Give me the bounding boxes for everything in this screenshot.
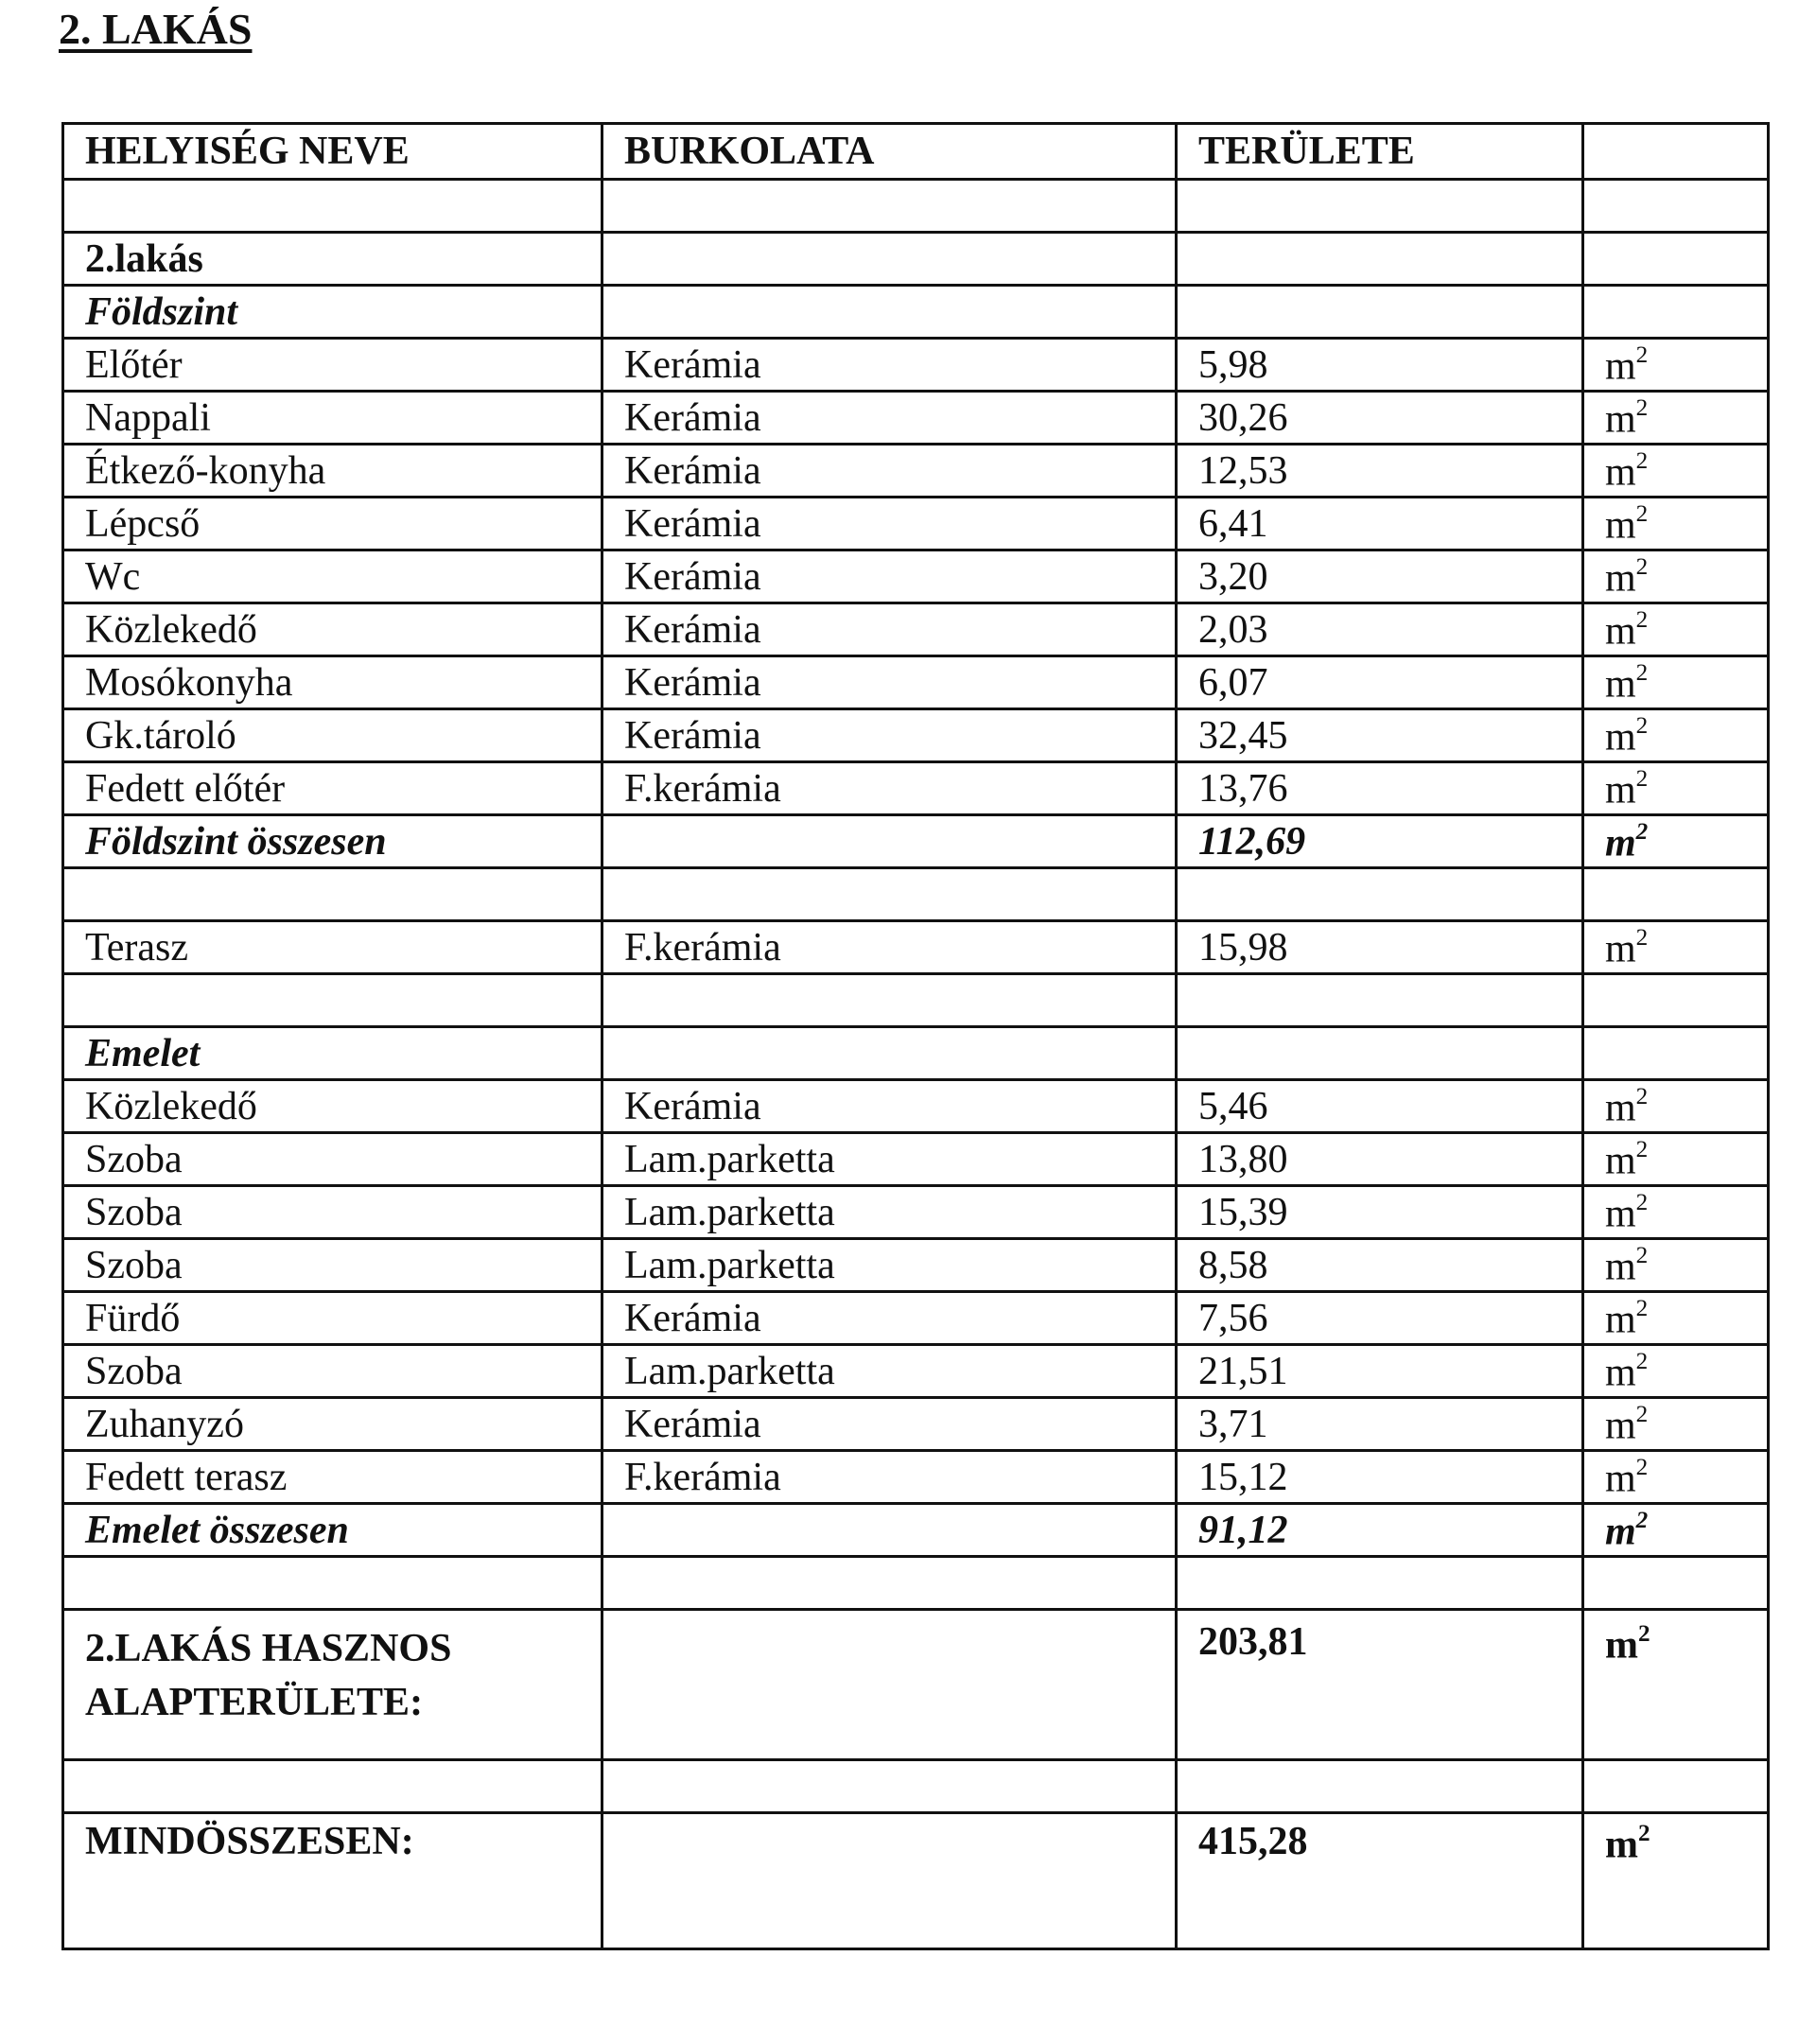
subtotal-row: [63, 1504, 1769, 1557]
table-row: [63, 1080, 1769, 1133]
empty-cell: [602, 1557, 1177, 1610]
table-row: [63, 709, 1769, 762]
empty-cell: [602, 1504, 1177, 1557]
empty-cell: [602, 233, 1177, 286]
flooring: Kerámia: [602, 1080, 1177, 1133]
room-name: Szoba: [63, 1186, 602, 1239]
table-row: [63, 656, 1769, 709]
area-value: 13,80: [1177, 1133, 1583, 1186]
blank-row: [63, 868, 1769, 921]
floor-label: Emelet: [63, 1027, 602, 1080]
room-name: Szoba: [63, 1345, 602, 1398]
useful-area-row: [63, 1610, 1769, 1760]
unit-base: m: [1605, 1192, 1636, 1236]
room-name: Szoba: [63, 1239, 602, 1292]
room-name: Gk.tároló: [63, 709, 602, 762]
empty-cell: [1583, 1027, 1769, 1080]
unit-cell: [1583, 1292, 1769, 1345]
empty-cell: [602, 1760, 1177, 1813]
empty-cell: [602, 974, 1177, 1027]
blank-row: [63, 974, 1769, 1027]
empty-cell: [1583, 233, 1769, 286]
empty-cell: [63, 1557, 602, 1610]
subtotal-value: 112,69: [1177, 815, 1583, 868]
flooring: Kerámia: [602, 656, 1177, 709]
empty-cell: [1177, 868, 1583, 921]
unit-exponent: 2: [1635, 1136, 1649, 1162]
unit-base: m: [1605, 1139, 1636, 1183]
header-flooring: BURKOLATA: [602, 124, 1177, 180]
room-name: Zuhanyzó: [63, 1398, 602, 1451]
room-name: Terasz: [63, 921, 602, 974]
blank-row: [63, 1760, 1769, 1813]
header-area: TERÜLETE: [1177, 124, 1583, 180]
area-value: 15,12: [1177, 1451, 1583, 1504]
unit-base: m: [1605, 1404, 1636, 1448]
header-unit: [1583, 124, 1769, 180]
empty-cell: [602, 1813, 1177, 1949]
room-name: Étkező-konyha: [63, 445, 602, 498]
table-row: [63, 445, 1769, 498]
table-row: [63, 392, 1769, 445]
unit-cell: [1583, 815, 1769, 868]
flooring: Kerámia: [602, 392, 1177, 445]
empty-cell: [1177, 1557, 1583, 1610]
page-title: 2. LAKÁS: [59, 5, 253, 53]
empty-cell: [1177, 974, 1583, 1027]
blank-row: [63, 1557, 1769, 1610]
unit-exponent: 2: [1635, 1242, 1649, 1268]
unit-base: m: [1605, 556, 1636, 601]
area-value: 30,26: [1177, 392, 1583, 445]
useful-area-value: 203,81: [1177, 1610, 1583, 1760]
empty-cell: [1177, 1760, 1583, 1813]
empty-cell: [1177, 180, 1583, 233]
unit-cell: [1583, 392, 1769, 445]
empty-cell: [602, 1027, 1177, 1080]
flooring: F.kerámia: [602, 762, 1177, 815]
area-value: 3,71: [1177, 1398, 1583, 1451]
unit-base: m: [1605, 609, 1636, 654]
header-room-name: HELYISÉG NEVE: [63, 124, 602, 180]
flooring: Kerámia: [602, 709, 1177, 762]
empty-cell: [1583, 286, 1769, 339]
unit-base: m: [1605, 1510, 1636, 1554]
table-row: [63, 1292, 1769, 1345]
empty-cell: [63, 180, 602, 233]
table-row: [63, 1451, 1769, 1504]
area-value: 32,45: [1177, 709, 1583, 762]
area-value: 2,03: [1177, 603, 1583, 656]
unit-cell: [1583, 1345, 1769, 1398]
table-row: [63, 339, 1769, 392]
unit-base: m: [1605, 1623, 1638, 1668]
area-value: 5,46: [1177, 1080, 1583, 1133]
unit-exponent: 2: [1635, 1401, 1649, 1427]
table-row: [63, 1239, 1769, 1292]
area-value: 21,51: [1177, 1345, 1583, 1398]
subtotal-label: Földszint összesen: [63, 815, 602, 868]
useful-area-label: 2.LAKÁS HASZNOS ALAPTERÜLETE:: [63, 1610, 602, 1760]
unit-base: m: [1605, 1351, 1636, 1395]
table-row: [63, 1133, 1769, 1186]
unit-exponent: 2: [1638, 1621, 1650, 1647]
unit-base: m: [1605, 1086, 1636, 1130]
table-row: [63, 550, 1769, 603]
unit-base: m: [1605, 1298, 1636, 1342]
unit-exponent: 2: [1638, 1821, 1650, 1846]
area-value: 6,07: [1177, 656, 1583, 709]
unit-base: m: [1605, 450, 1636, 495]
unit-exponent: 2: [1635, 606, 1649, 633]
room-name: Fedett terasz: [63, 1451, 602, 1504]
floor-heading-row: [63, 1027, 1769, 1080]
unit-base: m: [1605, 397, 1636, 442]
flooring: Kerámia: [602, 603, 1177, 656]
empty-cell: [602, 180, 1177, 233]
area-value: 12,53: [1177, 445, 1583, 498]
room-name: Közlekedő: [63, 603, 602, 656]
table-row: [63, 1186, 1769, 1239]
area-value: 7,56: [1177, 1292, 1583, 1345]
unit-cell: [1583, 656, 1769, 709]
floor-label: Földszint: [63, 286, 602, 339]
subtotal-value: 91,12: [1177, 1504, 1583, 1557]
empty-cell: [1583, 1557, 1769, 1610]
empty-cell: [1583, 868, 1769, 921]
empty-cell: [1177, 233, 1583, 286]
room-name: Fürdő: [63, 1292, 602, 1345]
unit-cell: [1583, 603, 1769, 656]
flooring: Kerámia: [602, 550, 1177, 603]
flooring: F.kerámia: [602, 921, 1177, 974]
table-row: [63, 603, 1769, 656]
flooring: Kerámia: [602, 339, 1177, 392]
unit-base: m: [1605, 1823, 1638, 1867]
grand-total-row: [63, 1813, 1769, 1949]
room-name: Lépcső: [63, 498, 602, 550]
floor-heading-row: [63, 286, 1769, 339]
unit-exponent: 2: [1635, 1083, 1649, 1109]
unit-cell: [1583, 1451, 1769, 1504]
empty-cell: [63, 1760, 602, 1813]
table-row: [63, 1398, 1769, 1451]
unit-exponent: 2: [1635, 394, 1649, 421]
empty-cell: [602, 1610, 1177, 1760]
unit-exponent: 2: [1635, 1454, 1649, 1480]
table-row: [63, 921, 1769, 974]
unit-exponent: 2: [1635, 447, 1649, 474]
table-row: [63, 1345, 1769, 1398]
unit-base: m: [1605, 821, 1636, 865]
flooring: Kerámia: [602, 1398, 1177, 1451]
empty-cell: [1583, 1760, 1769, 1813]
subtotal-row: [63, 815, 1769, 868]
room-name: Közlekedő: [63, 1080, 602, 1133]
room-name: Wc: [63, 550, 602, 603]
blank-row: [63, 180, 1769, 233]
empty-cell: [1583, 974, 1769, 1027]
unit-cell: [1583, 921, 1769, 974]
header-row: [63, 124, 1769, 180]
room-name: Előtér: [63, 339, 602, 392]
unit-exponent: 2: [1635, 765, 1649, 792]
unit-exponent: 2: [1635, 500, 1649, 527]
empty-cell: [602, 286, 1177, 339]
table-row: [63, 762, 1769, 815]
unit-cell: [1583, 339, 1769, 392]
unit-base: m: [1605, 1457, 1636, 1501]
grand-total-label: MINDÖSSZESEN:: [63, 1813, 602, 1949]
room-name: Nappali: [63, 392, 602, 445]
empty-cell: [63, 974, 602, 1027]
unit-cell: [1583, 1398, 1769, 1451]
unit-cell: [1583, 1813, 1769, 1949]
unit-cell: [1583, 1610, 1769, 1760]
flooring: Lam.parketta: [602, 1239, 1177, 1292]
unit-exponent: 2: [1635, 1348, 1649, 1374]
area-value: 6,41: [1177, 498, 1583, 550]
unit-base: m: [1605, 768, 1636, 812]
area-value: 3,20: [1177, 550, 1583, 603]
area-value: 13,76: [1177, 762, 1583, 815]
flooring: Kerámia: [602, 498, 1177, 550]
empty-cell: [63, 868, 602, 921]
unit-exponent: 2: [1635, 1295, 1649, 1321]
unit-exponent: 2: [1635, 553, 1649, 580]
unit-base: m: [1605, 503, 1636, 548]
unit-exponent: 2: [1635, 659, 1649, 686]
unit-exponent: 2: [1635, 712, 1649, 739]
room-name: Fedett előtér: [63, 762, 602, 815]
unit-cell: [1583, 1239, 1769, 1292]
empty-cell: [602, 815, 1177, 868]
flooring: Kerámia: [602, 445, 1177, 498]
flooring: F.kerámia: [602, 1451, 1177, 1504]
unit-cell: [1583, 762, 1769, 815]
unit-cell: [1583, 1186, 1769, 1239]
unit-base: m: [1605, 715, 1636, 760]
area-value: 15,98: [1177, 921, 1583, 974]
flooring: Lam.parketta: [602, 1186, 1177, 1239]
table-row: [63, 498, 1769, 550]
subtotal-label: Emelet összesen: [63, 1504, 602, 1557]
flooring: Lam.parketta: [602, 1133, 1177, 1186]
area-value: 15,39: [1177, 1186, 1583, 1239]
unit-exponent: 2: [1635, 818, 1649, 845]
unit-cell: [1583, 1504, 1769, 1557]
unit-cell: [1583, 1080, 1769, 1133]
unit-cell: [1583, 709, 1769, 762]
section-row: [63, 233, 1769, 286]
unit-cell: [1583, 498, 1769, 550]
room-name: Szoba: [63, 1133, 602, 1186]
unit-exponent: 2: [1635, 924, 1649, 951]
unit-exponent: 2: [1635, 1189, 1649, 1215]
unit-base: m: [1605, 344, 1636, 389]
room-area-table: [61, 122, 1770, 1950]
flooring: Kerámia: [602, 1292, 1177, 1345]
area-value: 8,58: [1177, 1239, 1583, 1292]
unit-cell: [1583, 445, 1769, 498]
unit-cell: [1583, 1133, 1769, 1186]
empty-cell: [602, 868, 1177, 921]
unit-cell: [1583, 550, 1769, 603]
unit-exponent: 2: [1635, 1507, 1649, 1533]
empty-cell: [1177, 286, 1583, 339]
grand-total-value: 415,28: [1177, 1813, 1583, 1949]
unit-base: m: [1605, 1245, 1636, 1289]
unit-base: m: [1605, 662, 1636, 707]
flooring: Lam.parketta: [602, 1345, 1177, 1398]
unit-base: m: [1605, 927, 1636, 971]
empty-cell: [1583, 180, 1769, 233]
area-value: 5,98: [1177, 339, 1583, 392]
unit-exponent: 2: [1635, 341, 1649, 368]
section-label: 2.lakás: [63, 233, 602, 286]
room-name: Mosókonyha: [63, 656, 602, 709]
empty-cell: [1177, 1027, 1583, 1080]
